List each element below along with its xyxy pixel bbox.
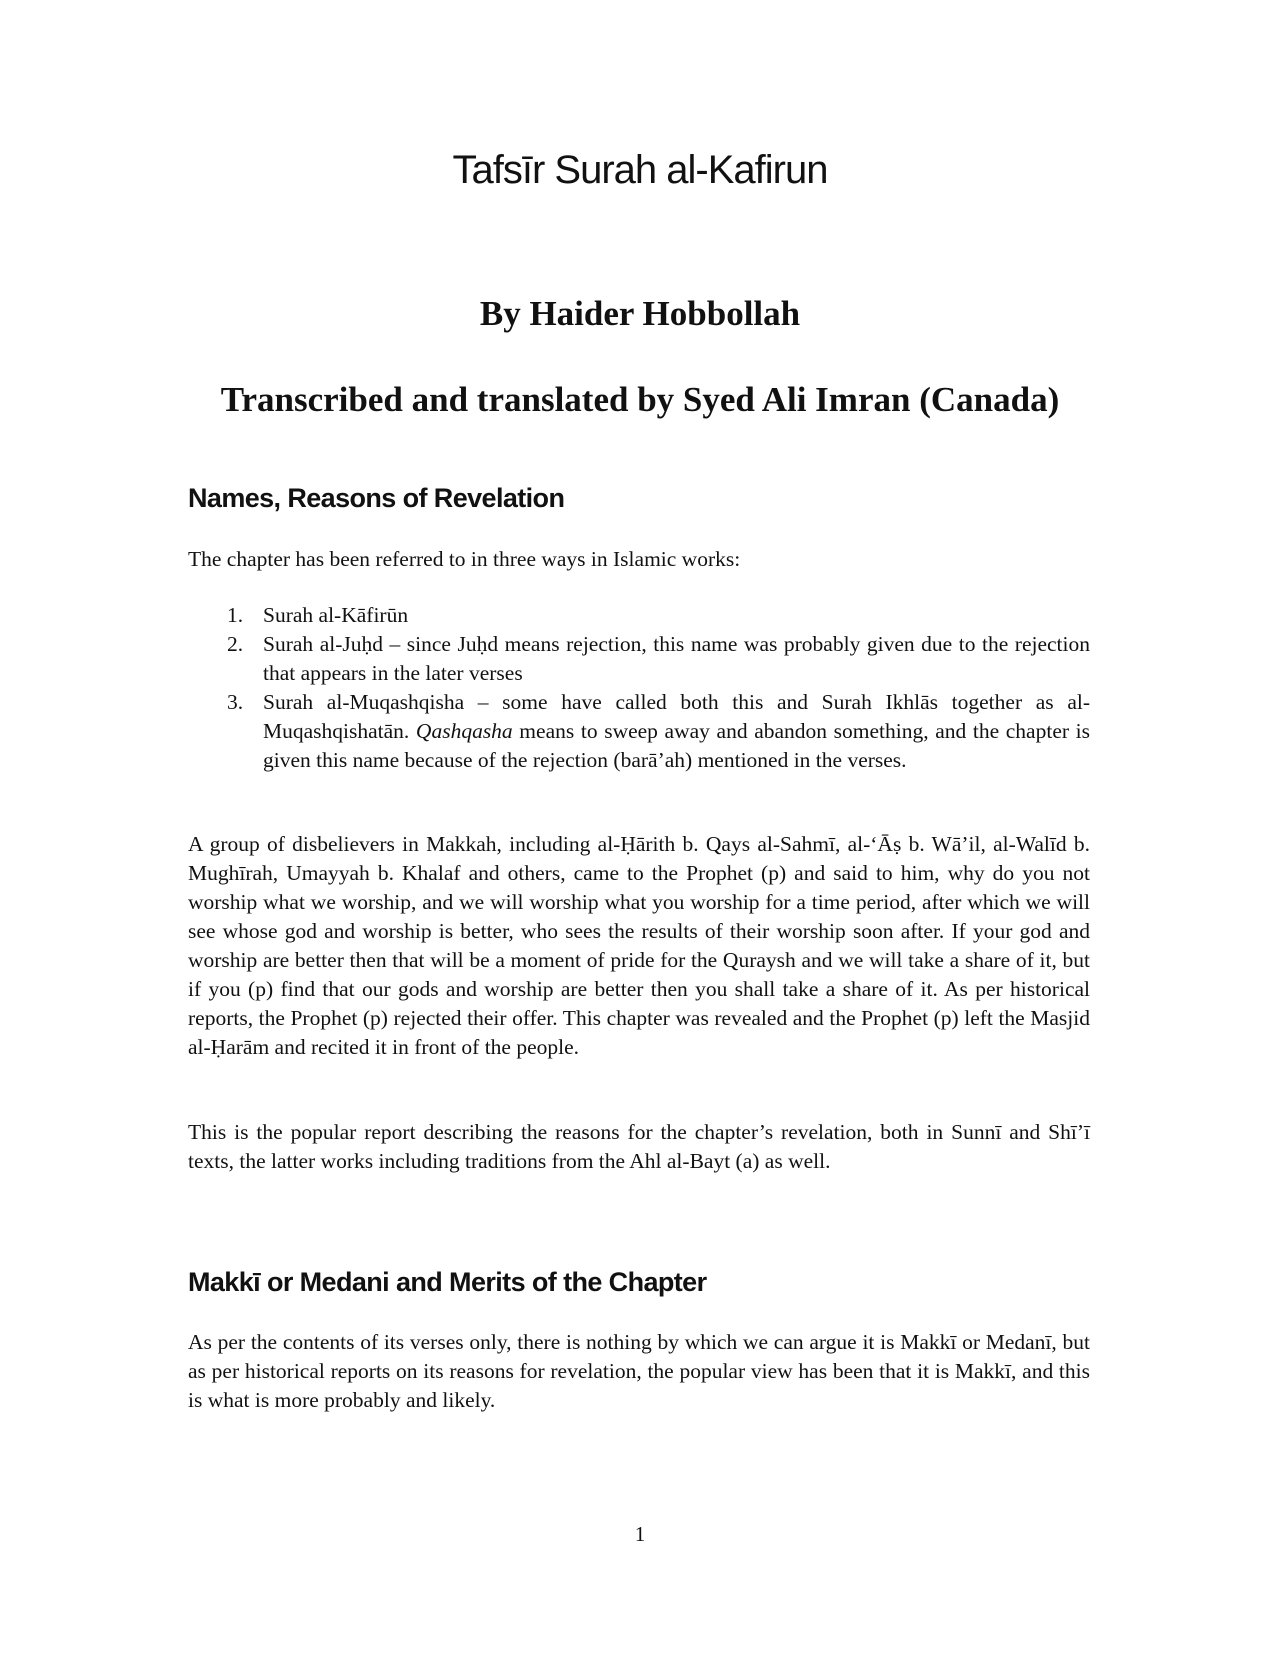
list-item-text xyxy=(263,603,408,627)
list-item-text-part: Surah al-Kāfirūn xyxy=(263,603,409,627)
document-title: Tafsīr Surah al-Kafirun xyxy=(452,148,828,192)
list-item xyxy=(188,688,1090,775)
popular-report-paragraph: This is the popular report describing the reasons for the chapter’s revelation, both in Sunnī and Shī’ī texts, the latter works including traditions from the Ahl al-Bayt (a) as well. xyxy=(188,1120,1090,1173)
italic-term: Qashqasha xyxy=(415,719,513,743)
section-heading-makki: Makkī or Medani and Merits of the Chapter xyxy=(188,1267,707,1297)
translator-line: Transcribed and translated by Syed Ali Imran (Canada) xyxy=(220,380,1060,419)
list-item xyxy=(188,601,1090,630)
chapter-names-list xyxy=(188,601,1090,775)
page-number: 1 xyxy=(634,1522,646,1546)
list-item xyxy=(188,630,1090,688)
revelation-paragraph: A group of disbelievers in Makkah, including al-Ḥārith b. Qays al-Sahmī, al-‘Āṣ b. Wā’il, al-Walīd b. Mughīrah, Umayyah b. Khalaf and others, came to the Prophet (p) and said to him, why do you not worship what we worship, and we will worship what you worship for a time period, after which we will see whose god and worship is better, who sees the results of their worship soon after. If your god and worship are better then that will be a moment of pride for the Quraysh and we will take a share of it, but if you (p) find that our gods and worship are better then you shall take a share of it. As per historical reports, the Prophet (p) rejected their offer. This chapter was revealed and the Prophet (p) left the Masjid al-Ḥarām and recited it in front of the people. xyxy=(188,832,1090,1059)
author-line: By Haider Hobbollah xyxy=(479,294,801,333)
list-item-text-part: Surah al-Juḥd – since Juḥd means rejection, this name was probably given due to the rejection that appears in the later verses xyxy=(263,632,1090,685)
list-item-text-part: Surah al-Muqashqisha – some have called both this and Surah Ikhlās together as al-Muqashqishatān. xyxy=(263,690,1090,743)
section-heading-names: Names, Reasons of Revelation xyxy=(188,483,565,513)
makki-paragraph: As per the contents of its verses only, there is nothing by which we can argue it is Makkī or Medanī, but as per historical reports on its reasons for revelation, the popular view has been that it is Makkī, and this is what is more probably and likely. xyxy=(188,1330,1090,1412)
list-item-number: 2. xyxy=(227,632,244,656)
list-item-text-part: means to sweep away and abandon something, and the chapter is given this name because of the rejection (barā’ah) mentioned in the verses. xyxy=(263,719,1090,772)
intro-paragraph: The chapter has been referred to in three ways in Islamic works: xyxy=(188,547,741,571)
list-item-text xyxy=(263,690,1090,772)
list-item-number: 3. xyxy=(227,690,244,714)
list-item-number: 1. xyxy=(227,603,244,627)
list-item-text xyxy=(263,632,1090,685)
